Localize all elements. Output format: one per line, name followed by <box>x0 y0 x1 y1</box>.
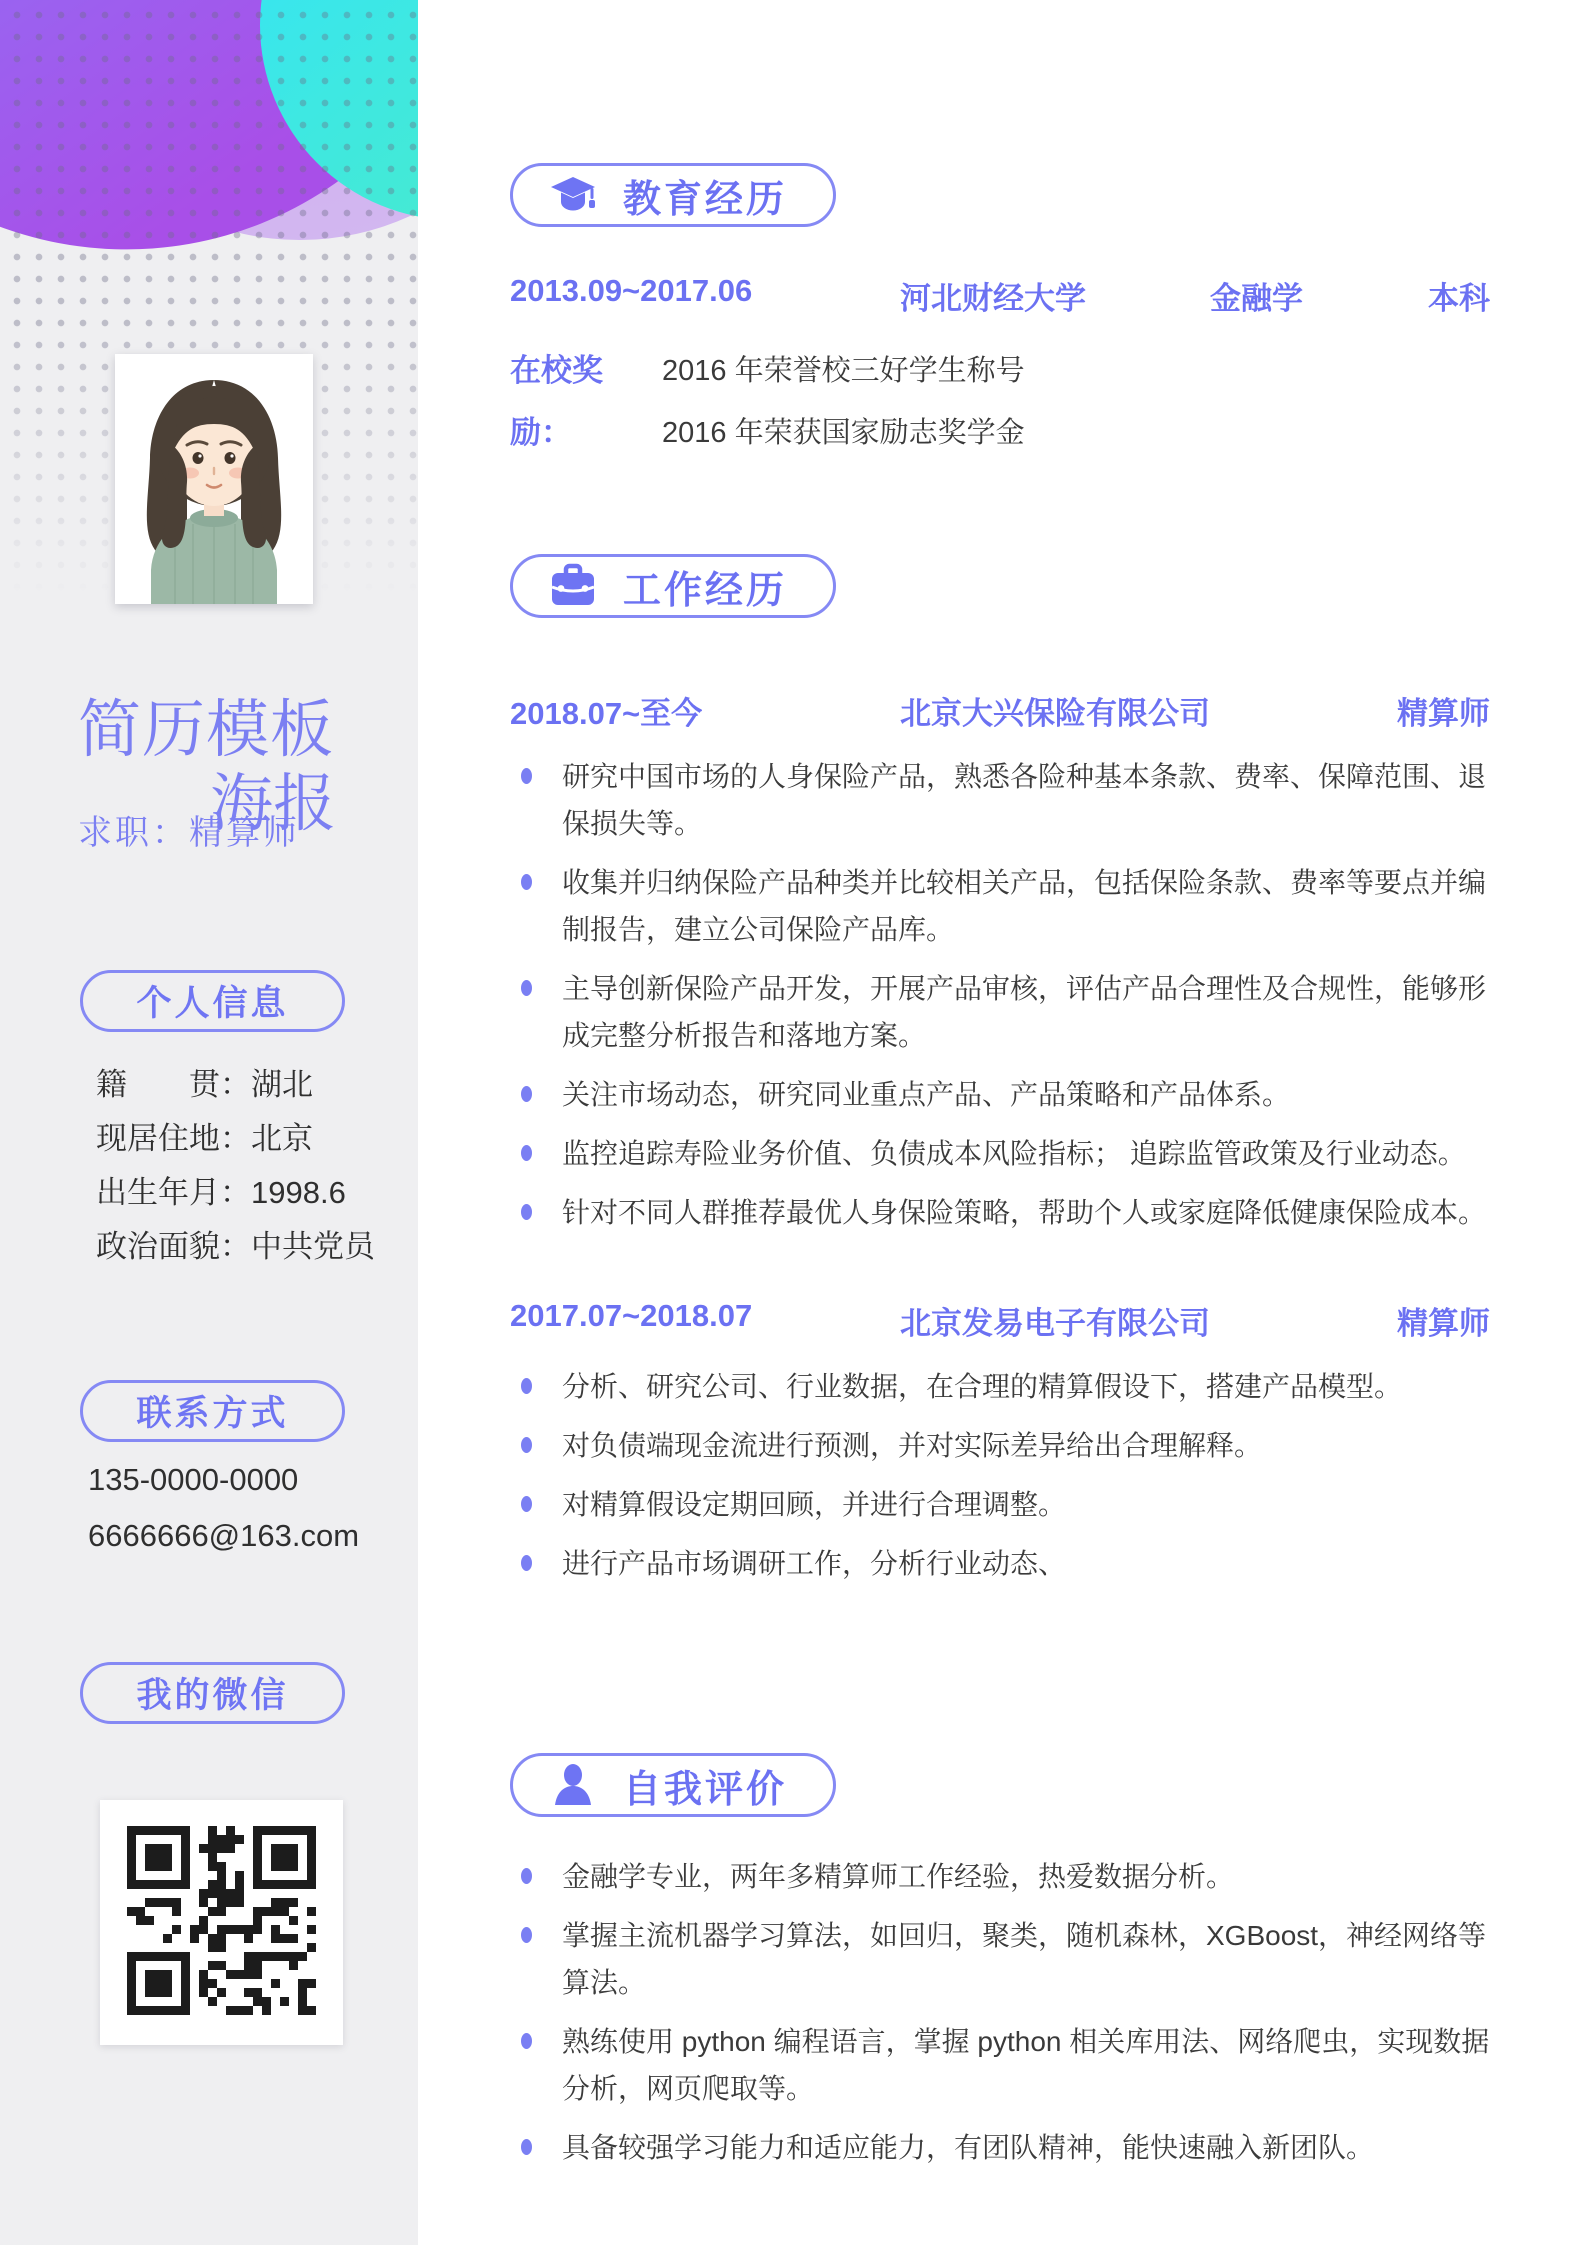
self-evaluation-header <box>510 1753 836 1817</box>
title-block <box>78 693 378 854</box>
self-evaluation-item: 熟练使用 python 编程语言，掌握 python 相关库用法、网络爬虫，实现数据分析，网页爬取等。 <box>510 2018 1490 2112</box>
sidebar <box>0 0 418 2245</box>
duty-item: 主导创新保险产品开发，开展产品审核，评估产品合理性及合规性，能够形成完整分析报告和落地方案。 <box>510 965 1490 1059</box>
education-period: 2013.09~2017.06 <box>510 273 753 308</box>
qr-code <box>127 1826 316 2020</box>
duty-item: 关注市场动态，研究同业重点产品、产品策略和产品体系。 <box>510 1071 1490 1118</box>
awards-lines <box>662 340 1025 464</box>
wechat-header: 我的微信 <box>80 1662 345 1724</box>
info-row-residence: 现居住地：北京 <box>96 1121 313 1156</box>
work-section-title: 工作经历 <box>623 569 788 612</box>
duty-item: 分析、研究公司、行业数据，在合理的精算假设下，搭建产品模型。 <box>510 1363 1490 1410</box>
education-section <box>510 163 1490 464</box>
job1-company: 北京大兴保险有限公司 <box>900 696 1210 731</box>
duty-item: 进行产品市场调研工作，分析行业动态、 <box>510 1540 1490 1587</box>
self-evaluation-item: 具备较强学习能力和适应能力，有团队精神，能快速融入新团队。 <box>510 2124 1490 2171</box>
work-section-header <box>510 554 836 618</box>
education-degree: 本科 <box>1428 281 1490 316</box>
job1-period: 2018.07~至今 <box>510 696 703 731</box>
info-row-political: 政治面貌：中共党员 <box>96 1229 375 1264</box>
job2-position: 精算师 <box>1397 1306 1490 1341</box>
personal-info-list <box>96 1058 396 1274</box>
education-row <box>510 273 1490 318</box>
work-section <box>510 554 1490 1587</box>
wechat-qr-card <box>100 1800 343 2045</box>
job2-period: 2017.07~2018.07 <box>510 1298 753 1333</box>
job-target: 求职：精算师 <box>78 814 300 852</box>
contact-header: 联系方式 <box>80 1380 345 1442</box>
person-icon <box>549 1763 597 1807</box>
contact-list <box>88 1452 398 1564</box>
phone-number: 135-0000-0000 <box>88 1462 299 1497</box>
profile-photo <box>115 354 313 604</box>
education-major: 金融学 <box>1210 281 1303 316</box>
school-awards <box>510 340 1490 464</box>
education-school: 河北财经大学 <box>900 281 1086 316</box>
award-item: 2016 年荣誉校三好学生称号 <box>662 355 1025 387</box>
duty-item: 针对不同人群推荐最优人身保险策略，帮助个人或家庭降低健康保险成本。 <box>510 1189 1490 1236</box>
duty-item: 研究中国市场的人身保险产品，熟悉各险种基本条款、费率、保障范围、退保损失等。 <box>510 753 1490 847</box>
duty-item: 对负债端现金流进行预测，并对实际差异给出合理解释。 <box>510 1422 1490 1469</box>
email-address: 6666666@163.com <box>88 1518 360 1553</box>
duty-item: 监控追踪寿险业务价值、负债成本风险指标； 追踪监管政策及行业动态。 <box>510 1130 1490 1177</box>
job2-company: 北京发易电子有限公司 <box>900 1306 1210 1341</box>
duty-item: 对精算假设定期回顾，并进行合理调整。 <box>510 1481 1490 1528</box>
job2-duty-list <box>510 1363 1490 1587</box>
job1-position: 精算师 <box>1397 696 1490 731</box>
self-evaluation-item: 金融学专业，两年多精算师工作经验，热爱数据分析。 <box>510 1853 1490 1900</box>
self-evaluation-title: 自我评价 <box>623 1768 788 1811</box>
job2-header <box>510 1298 1490 1343</box>
self-evaluation-item: 掌握主流机器学习算法，如回归，聚类，随机森林，XGBoost，神经网络等算法。 <box>510 1912 1490 2006</box>
resume-title: 简历模板 <box>78 695 334 765</box>
self-evaluation-section <box>510 1753 1490 2171</box>
avatar-illustration <box>115 354 313 604</box>
job1-header <box>510 688 1490 733</box>
self-evaluation-list <box>510 1853 1490 2171</box>
education-section-title: 教育经历 <box>623 178 788 221</box>
awards-label: 在校奖励： <box>510 353 603 450</box>
job1-duty-list <box>510 753 1490 1236</box>
award-item: 2016 年荣获国家励志奖学金 <box>662 417 1025 449</box>
duty-item: 收集并归纳保险产品种类并比较相关产品，包括保险条款、费率等要点并编制报告，建立公司保险产品库。 <box>510 859 1490 953</box>
resume-title-overflow: 海报 <box>210 769 336 839</box>
info-row-origin: 籍 贯：湖北 <box>96 1067 313 1102</box>
education-section-header <box>510 163 836 227</box>
personal-info-header: 个人信息 <box>80 970 345 1032</box>
briefcase-icon <box>549 564 597 608</box>
main-content <box>418 0 1587 2245</box>
graduation-cap-icon <box>549 173 597 217</box>
info-row-birth: 出生年月：1998.6 <box>96 1175 346 1210</box>
